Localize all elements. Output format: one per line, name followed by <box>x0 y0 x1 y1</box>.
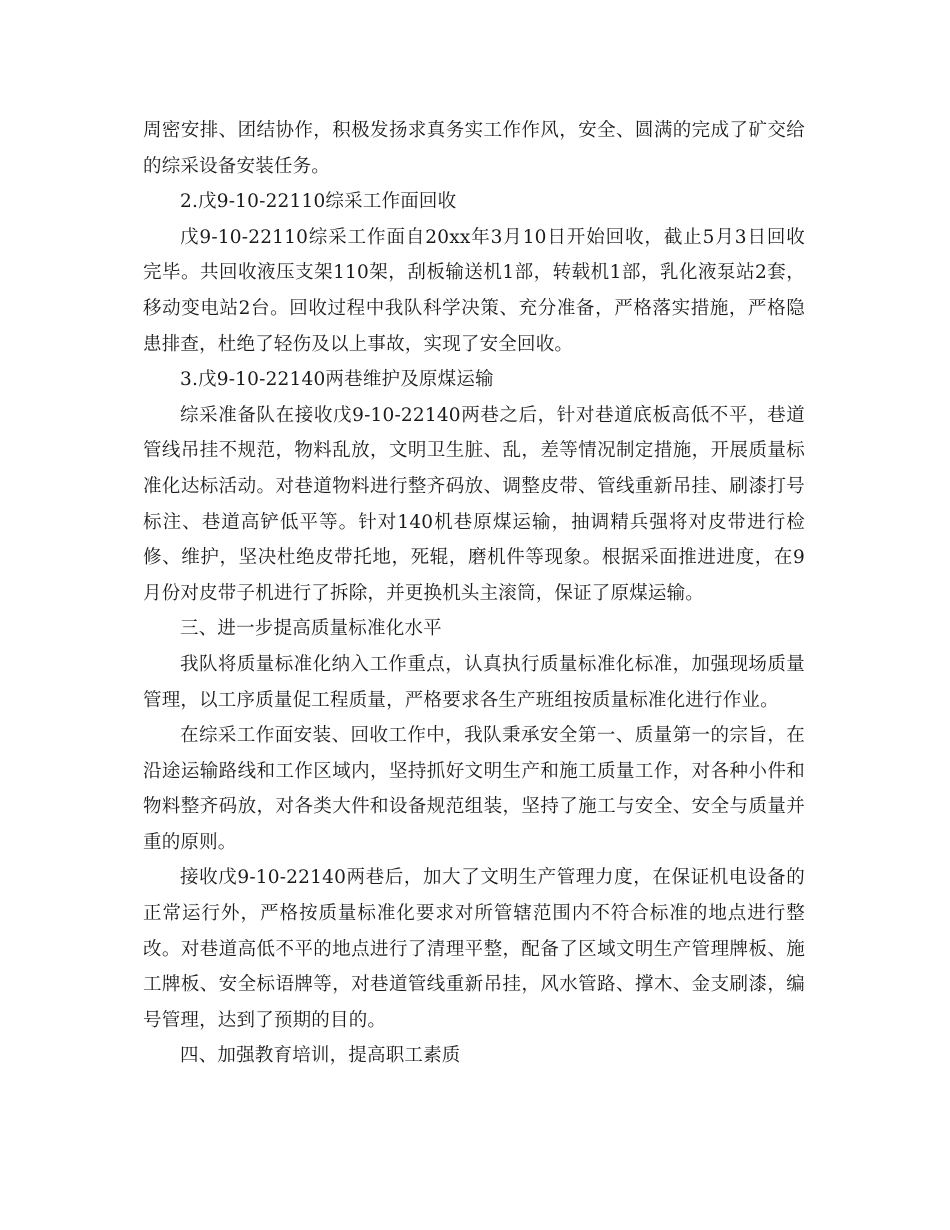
paragraph-8: 在综采工作面安装、回收工作中，我队秉承安全第一、质量第一的宗旨，在沿途运输路线和工作区域内，坚持抓好文明生产和施工质量工作，对各种小件和物料整齐码放，对各类大件和设备规范组装，坚持了施工与安全、安全与质量并重的原则。 <box>143 725 805 853</box>
paragraph-9: 接收戊9-10-22140两巷后，加大了文明生产管理力度，在保证机电设备的正常运行外，严格按质量标准化要求对所管辖范围内不符合标准的地点进行整改。对巷道高低不平的地点进行了清理平整，配备了区域文明生产管理牌板、施工牌板、安全标语牌等，对巷道管线重新吊挂，风水管路、撑木、金支刷漆，编号管理，达到了预期的目的。 <box>143 867 805 1031</box>
document-body <box>143 113 805 1074</box>
paragraph-1: 周密安排、团结协作，积极发扬求真务实工作作风，安全、圆满的完成了矿交给的综采设备安装任务。 <box>143 120 805 177</box>
section-heading-2: 2.戊9-10-22110综采工作面回收 <box>180 191 457 213</box>
section-heading-6: 三、进一步提高质量标准化水平 <box>180 618 442 640</box>
paragraph-5: 综采准备队在接收戊9-10-22140两巷之后，针对巷道底板高低不平，巷道管线吊挂不规范，物料乱放，文明卫生脏、乱，差等情况制定措施，开展质量标准化达标活动。对巷道物料进行整齐码放、调整皮带、管线重新吊挂、刷漆打号标注、巷道高铲低平等。针对140机巷原煤运输，抽调精兵强将对皮带进行检修、维护，坚决杜绝皮带托地，死辊，磨机件等现象。根据采面推进进度，在9月份对皮带子机进行了拆除，并更换机头主滚筒，保证了原煤运输。 <box>143 404 805 604</box>
section-heading-4: 3.戊9-10-22140两巷维护及原煤运输 <box>180 369 494 391</box>
paragraph-3: 戊9-10-22110综采工作面自20xx年3月10日开始回收，截止5月3日回收完毕。共回收液压支架110架，刮板输送机1部，转载机1部，乳化液泵站2套，移动变电站2台。回收过程中我队科学决策、充分准备，严格落实措施，严格隐患排查，杜绝了轻伤及以上事故，实现了安全回收。 <box>143 226 805 355</box>
section-heading-10: 四、加强教育培训，提高职工素质 <box>180 1045 461 1067</box>
paragraph-7: 我队将质量标准化纳入工作重点，认真执行质量标准化标准，加强现场质量管理，以工序质量促工程质量，严格要求各生产班组按质量标准化进行作业。 <box>143 653 805 711</box>
